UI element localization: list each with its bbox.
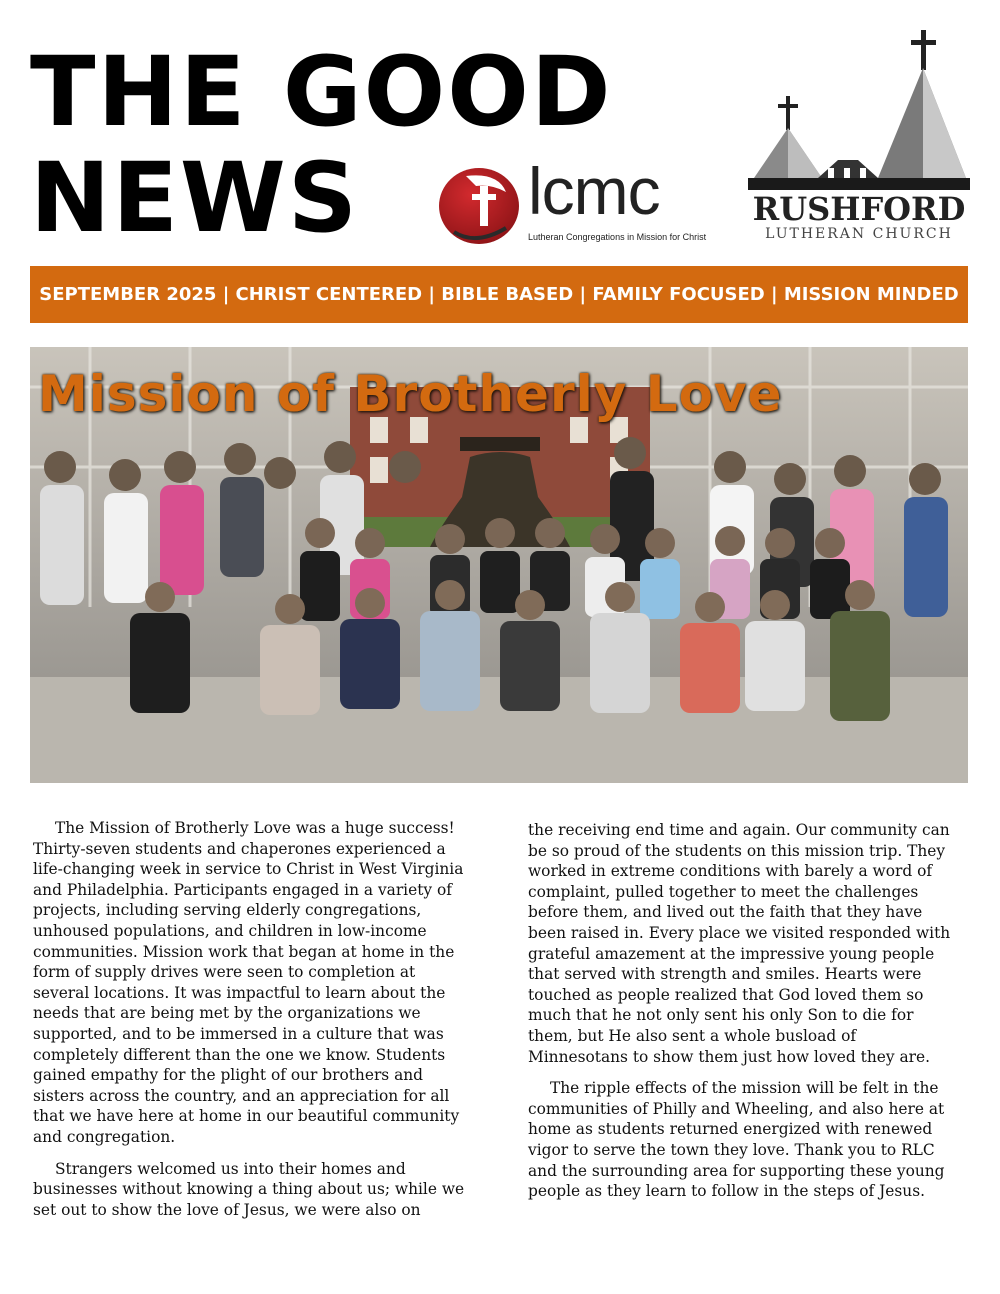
church-name: RUSHFORD	[752, 190, 966, 228]
article-column-right	[528, 820, 960, 1213]
group-photo	[30, 347, 968, 783]
lcmc-wordmark: lcmc	[528, 154, 660, 228]
newsletter-title-line2: NEWS	[30, 142, 359, 254]
article-paragraph: The ripple effects of the mission will be felt in the communities of Philly and Wheeling, and also here at home as students returned energized with renewed vigor to serve the town they love. Thank you to RLC and the surrounding area for supporting these young people as they learn to follow in the steps of Jesus.	[528, 1079, 945, 1201]
lcmc-tagline: Lutheran Congregations in Mission for Christ	[528, 232, 707, 242]
lcmc-logo	[436, 154, 707, 246]
feature-title: Mission of Brotherly Love	[38, 365, 783, 423]
lcmc-logo-icon	[436, 162, 522, 246]
article-paragraph: the receiving end time and again. Our community can be so proud of the students on this mission trip. They worked in extreme conditions with barely a word of complaint, pulled together to meet the challenges before them, and lived out the faith that they have been raised in. Every place we visited responded with grateful amazement at the impressive young people that served with strength and smiles. Hearts were touched as people realized that God loved them so much that he not only sent his only Son to die for them, but He also sent a whole busload of Minnesotans to show them just how loved they are.	[528, 821, 951, 1066]
article-paragraph: The Mission of Brotherly Love was a huge success! Thirty-seven students and chaperones experienced a life-changing week in service to Christ in West Virginia and Philadelphia. Participants engaged in a variety of projects, including serving elderly congregations, unhoused populations, and children in low-income communities. Mission work that began at home in the form of supply drives were seen to completion at several locations. It was impactful to learn about the needs that are being met by the organizations we supported, and to be immersed in a culture that was completely different than the one we know. Students gained empathy for the plight of our brothers and sisters across the country, and an appreciation for all that we have here at home in our beautiful community and congregation.	[33, 819, 464, 1146]
date-motto-banner: SEPTEMBER 2025 | CHRIST CENTERED | BIBLE BASED | FAMILY FOCUSED | MISSION MINDED	[30, 266, 968, 323]
article-column-left	[33, 818, 465, 1231]
church-steeples-icon	[748, 28, 970, 212]
article-paragraph: Strangers welcomed us into their homes and businesses without knowing a thing about us; while we set out to show the love of Jesus, we were also on	[33, 1159, 465, 1219]
newsletter-title-line1: THE GOOD	[30, 36, 613, 148]
church-subtitle: LUTHERAN CHURCH	[765, 226, 953, 242]
